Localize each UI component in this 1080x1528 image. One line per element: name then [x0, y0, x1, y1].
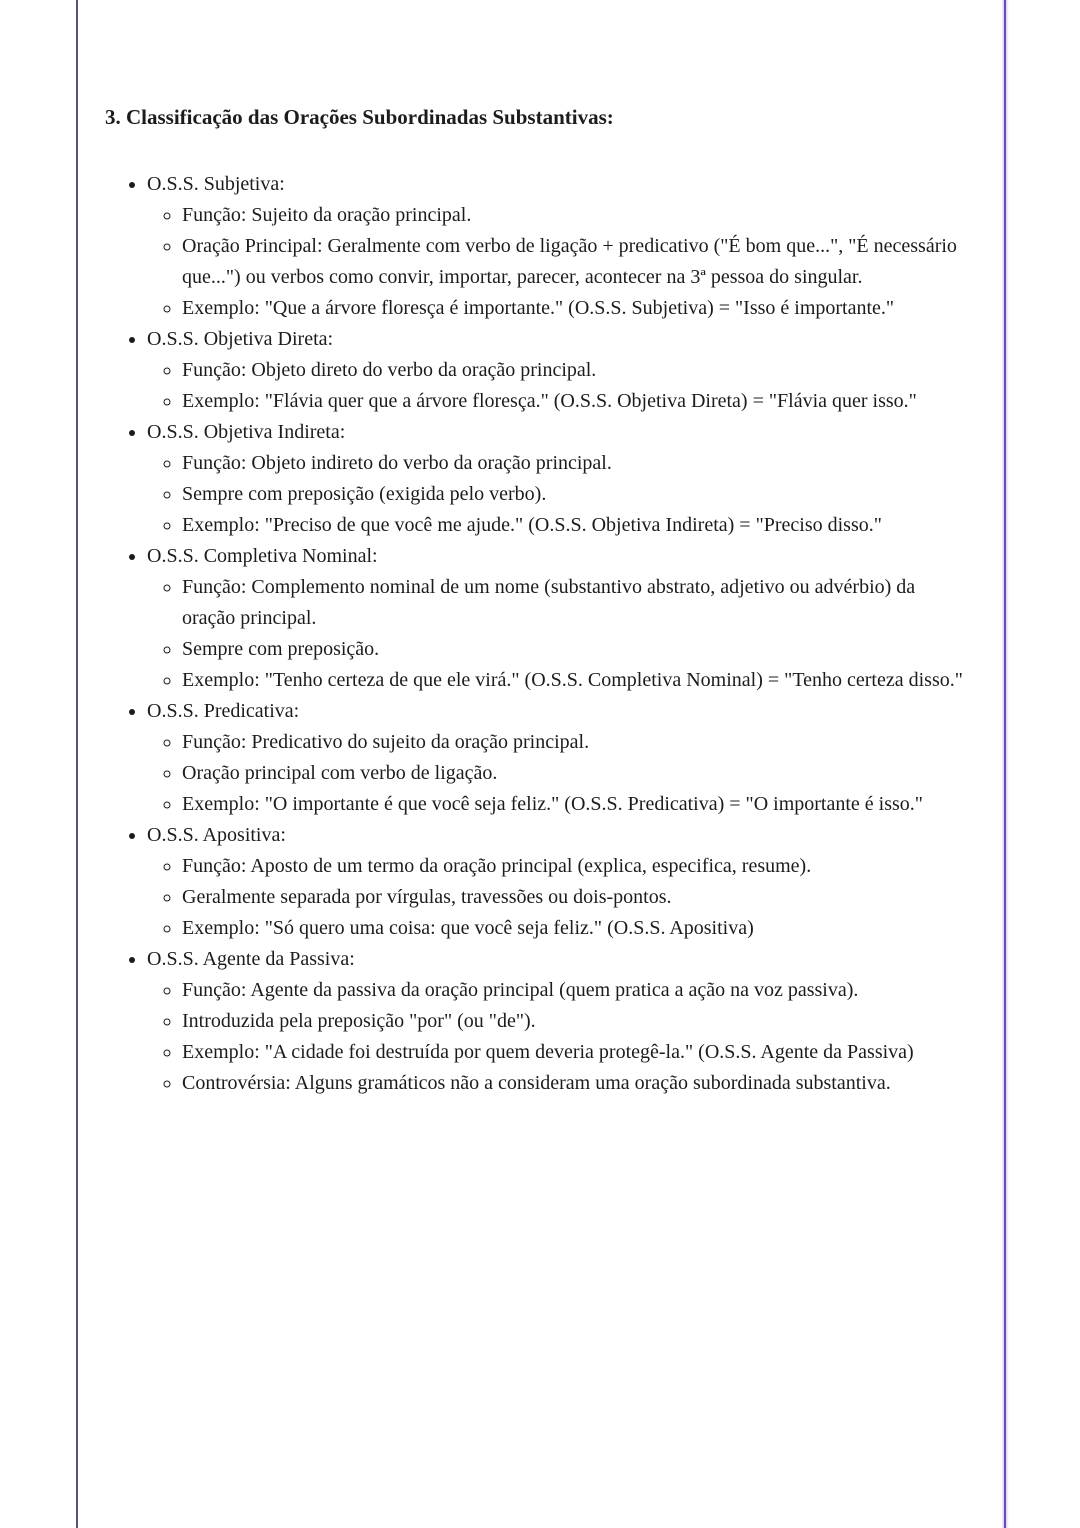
oss-subitem: ◦ Controvérsia: Alguns gramáticos não a consideram uma oração subordinada substantiva. — [182, 1068, 967, 1099]
oss-subitem: ◦ Introduzida pela preposição "por" (ou "de"). — [182, 1006, 967, 1037]
oss-list — [105, 169, 967, 1099]
oss-item — [147, 820, 967, 944]
oss-subpoint-list — [147, 727, 967, 820]
page-title: 3. Classificação das Orações Subordinadas Substantivas: — [105, 105, 614, 129]
oss-subitem: ◦ Exemplo: "Tenho certeza de que ele virá." (O.S.S. Completiva Nominal) = "Tenho certeza disso." — [182, 665, 967, 696]
oss-subitem: ◦ Função: Predicativo do sujeito da oração principal. — [182, 727, 967, 758]
oss-item-label: O.S.S. Objetiva Direta: — [147, 328, 334, 350]
oss-item — [147, 324, 967, 417]
oss-item-label: O.S.S. Apositiva: — [147, 824, 286, 846]
oss-item — [147, 169, 967, 324]
oss-item — [147, 944, 967, 1099]
oss-subpoint-list — [147, 200, 967, 324]
right-border-line — [1004, 0, 1006, 1528]
oss-item-label: O.S.S. Agente da Passiva: — [147, 948, 355, 970]
oss-subitem: ◦ Exemplo: "A cidade foi destruída por quem deveria protegê-la." (O.S.S. Agente da Passiva) — [182, 1037, 967, 1068]
oss-subitem: ◦ Função: Objeto direto do verbo da oração principal. — [182, 355, 967, 386]
oss-subitem: ◦ Sempre com preposição. — [182, 634, 967, 665]
oss-subpoint-list — [147, 572, 967, 696]
oss-subitem: ◦ Exemplo: "Só quero uma coisa: que você seja feliz." (O.S.S. Apositiva) — [182, 913, 967, 944]
oss-item — [147, 417, 967, 541]
oss-subpoint-list — [147, 975, 967, 1099]
oss-subitem: ◦ Exemplo: "Preciso de que você me ajude." (O.S.S. Objetiva Indireta) = "Preciso disso." — [182, 510, 967, 541]
oss-subpoint-list — [147, 448, 967, 541]
oss-subpoint-list — [147, 355, 967, 417]
oss-subitem: ◦ Função: Sujeito da oração principal. — [182, 200, 967, 231]
oss-subitem: ◦ Função: Agente da passiva da oração principal (quem pratica a ação na voz passiva). — [182, 975, 967, 1006]
oss-item-label: O.S.S. Objetiva Indireta: — [147, 421, 346, 443]
oss-item — [147, 541, 967, 696]
oss-item — [147, 696, 967, 820]
oss-subitem: ◦ Função: Aposto de um termo da oração principal (explica, especifica, resume). — [182, 851, 967, 882]
oss-item-label: O.S.S. Subjetiva: — [147, 173, 285, 195]
oss-item-label: O.S.S. Completiva Nominal: — [147, 545, 378, 567]
oss-subitem: ◦ Sempre com preposição (exigida pelo verbo). — [182, 479, 967, 510]
oss-subitem: ◦ Exemplo: "Flávia quer que a árvore floresça." (O.S.S. Objetiva Direta) = "Flávia quer isso." — [182, 386, 967, 417]
oss-subitem: ◦ Exemplo: "Que a árvore floresça é importante." (O.S.S. Subjetiva) = "Isso é importante." — [182, 293, 967, 324]
oss-subitem: ◦ Oração Principal: Geralmente com verbo de ligação + predicativo ("É bom que...", "É necessário que...") ou verbos como convir, importar, parecer, acontecer na 3ª pessoa do singular. — [182, 231, 967, 293]
document-content — [105, 104, 967, 1099]
oss-subpoint-list — [147, 851, 967, 944]
oss-subitem: ◦ Função: Complemento nominal de um nome (substantivo abstrato, adjetivo ou advérbio) da oração principal. — [182, 572, 967, 634]
oss-subitem: ◦ Função: Objeto indireto do verbo da oração principal. — [182, 448, 967, 479]
oss-subitem: ◦ Geralmente separada por vírgulas, travessões ou dois-pontos. — [182, 882, 967, 913]
oss-subitem: ◦ Exemplo: "O importante é que você seja feliz." (O.S.S. Predicativa) = "O importante é isso." — [182, 789, 967, 820]
oss-subitem: ◦ Oração principal com verbo de ligação. — [182, 758, 967, 789]
left-border-line — [76, 0, 78, 1528]
oss-item-label: O.S.S. Predicativa: — [147, 700, 300, 722]
